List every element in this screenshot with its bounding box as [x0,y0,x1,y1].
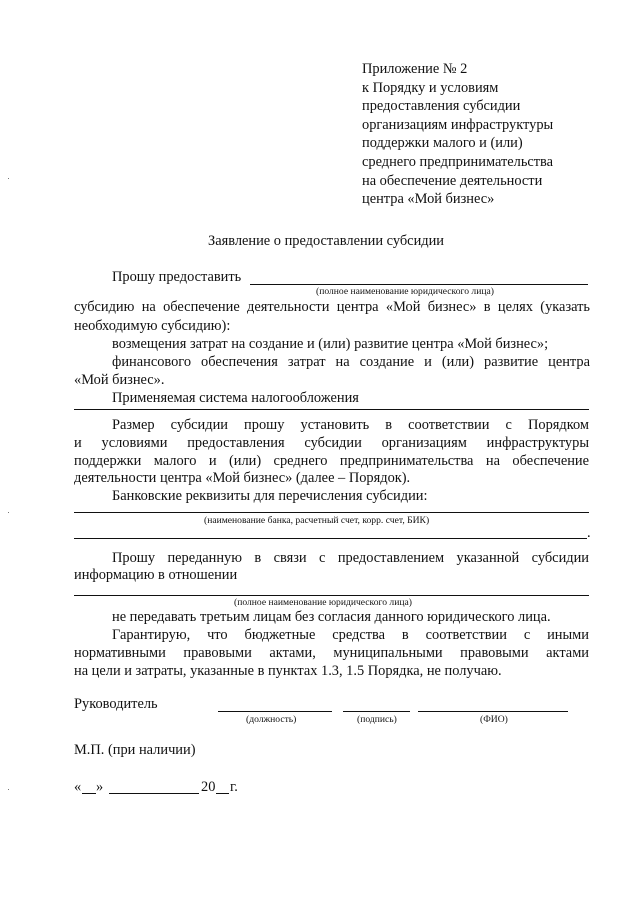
full-name-caption: (ФИО) [480,714,508,725]
info-entity-field[interactable] [74,595,589,596]
guarantee-line-2: нормативными правовыми актами, муниципальными правовыми актами [74,645,589,661]
appendix-line: на обеспечение деятельности [362,172,543,189]
date-year-prefix: 20 [201,779,216,795]
bank-details-field[interactable] [74,512,589,513]
appendix-line: к Порядку и условиям [362,79,499,96]
date-year-suffix: г. [230,779,238,795]
request-line-1: субсидию на обеспечение деятельности центра «Мой бизнес» в целях (указать [74,299,590,315]
request-prompt: Прошу предоставить [112,269,242,285]
info-line-2: информацию в отношении [74,567,238,583]
date-close-quote: » [96,779,104,795]
scan-speck [8,789,9,790]
signature-field[interactable] [343,711,410,712]
bank-details-caption: (наименование банка, расчетный счет, корр. счет, БИК) [204,515,430,526]
date-day-field[interactable] [82,793,96,794]
scan-speck [8,512,9,513]
position-caption: (должность) [246,714,297,725]
bank-details-end-mark: . [587,525,591,541]
bank-details-field-2[interactable] [74,538,587,539]
guarantee-line-1: Гарантирую, что бюджетные средства в соответствии с иными [112,627,589,643]
appendix-line: поддержки малого и (или) [362,135,523,152]
option-financing-line-1: финансового обеспечения затрат на создание и (или) развитие центра [112,354,590,370]
entity-name-field[interactable] [250,284,588,285]
amount-line-4: деятельности центра «Мой бизнес» (далее – Порядок). [74,470,411,486]
info-line-1: Прошу переданную в связи с предоставлением указанной субсидии [112,550,589,566]
date-year-field[interactable] [216,793,229,794]
entity-name-caption: (полное наименование юридического лица) [316,286,494,297]
appendix-line: предоставления субсидии [362,98,521,115]
document-title: Заявление о предоставлении субсидии [208,233,444,249]
appendix-line: организациям инфраструктуры [362,116,554,133]
head-label: Руководитель [74,696,158,712]
amount-line-2: и условиями предоставления субсидии организациям инфраструктуры [74,435,589,451]
info-entity-caption: (полное наименование юридического лица) [234,597,412,608]
full-name-field[interactable] [418,711,568,712]
appendix-line: среднего предпринимательства [362,153,554,170]
stamp-note: М.П. (при наличии) [74,742,196,758]
date-month-field[interactable] [109,793,199,794]
tax-system-field[interactable] [74,409,589,410]
tax-system-label: Применяемая система налогообложения [112,390,359,406]
appendix-block [362,60,553,209]
signature-caption: (подпись) [357,714,397,725]
option-reimbursement: возмещения затрат на создание и (или) развитие центра «Мой бизнес»; [112,336,549,352]
info-line-3: не передавать третьим лицам без согласия данного юридического лица. [112,609,551,625]
bank-details-label: Банковские реквизиты для перечисления субсидии: [112,488,428,504]
amount-line-1: Размер субсидии прошу установить в соответствии с Порядком [112,417,589,433]
scan-speck [8,178,9,179]
amount-line-3: поддержки малого и (или) среднего предпринимательства на обеспечение [74,453,589,469]
date-open-quote: « [74,779,82,795]
appendix-line: Приложение № 2 [362,61,468,77]
appendix-line: центра «Мой бизнес» [362,191,495,208]
option-financing-line-2: «Мой бизнес». [74,372,165,388]
position-field[interactable] [218,711,332,712]
request-line-2: необходимую субсидию): [74,318,231,334]
guarantee-line-3: на цели и затраты, указанные в пунктах 1.3, 1.5 Порядка, не получаю. [74,663,502,679]
